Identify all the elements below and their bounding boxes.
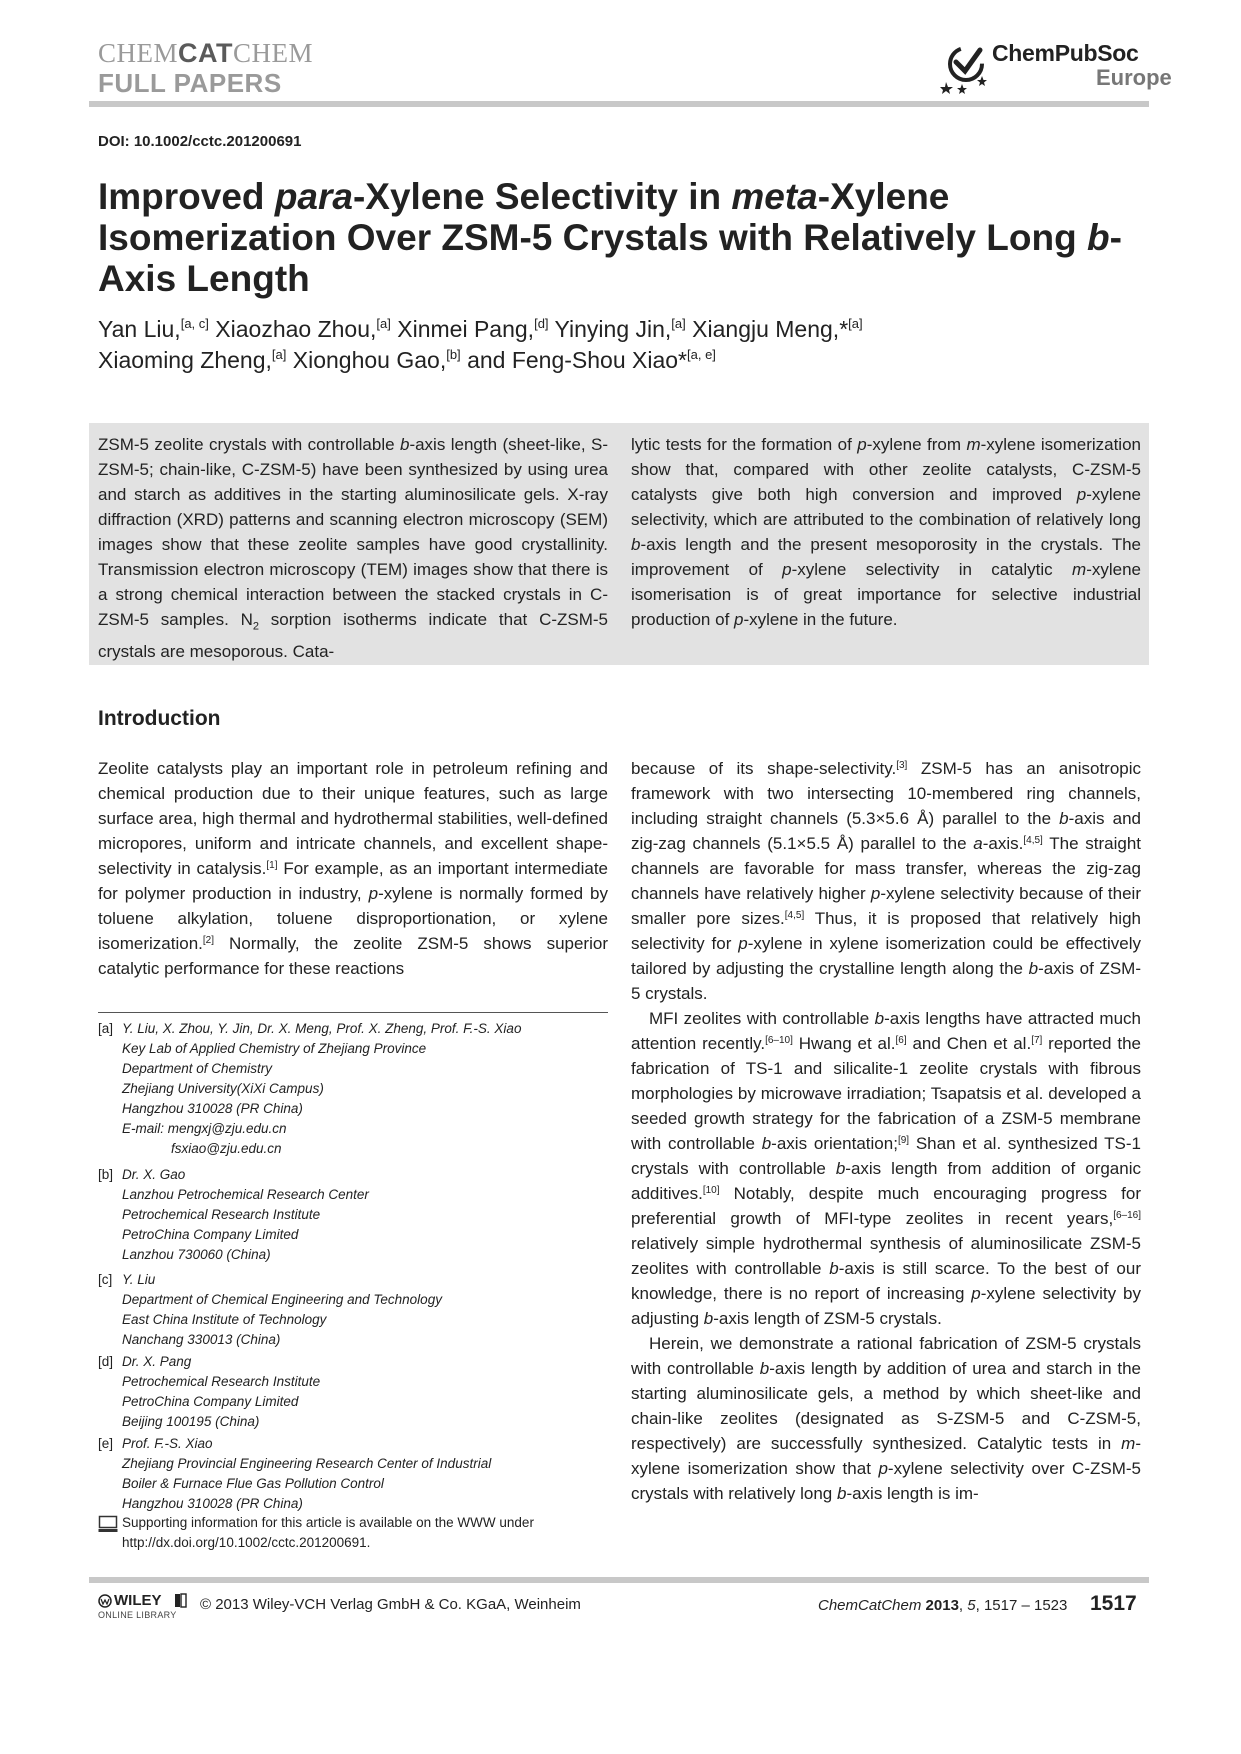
abstract-subscript: 2: [252, 620, 260, 633]
reference[interactable]: [9]: [897, 1135, 910, 1146]
paragraph: [631, 756, 1141, 1006]
author-affiliation: [d]: [534, 316, 549, 331]
footnote-line: Zhejiang Provincial Engineering Research Center of Industrial: [122, 1456, 492, 1471]
body-text: because of its shape-selectivity.: [631, 759, 897, 778]
body-italic: p: [738, 934, 748, 953]
abstract-text: -xylene selectivity, which are attributed to the combination of relatively long: [631, 485, 1141, 529]
body-italic: b: [703, 1309, 714, 1328]
footnote-tag: [d]: [98, 1354, 114, 1369]
author-name: Yinying Jin,: [554, 316, 672, 342]
supporting-info-text: Supporting information for this article is available on the WWW under: [122, 1515, 534, 1530]
abstract-text: lytic tests for the formation of: [631, 435, 858, 454]
article-title: [98, 176, 1138, 299]
body-text: For example, as an important intermediate for polymer production in industry,: [98, 859, 608, 903]
reference[interactable]: [10]: [702, 1185, 720, 1196]
reference[interactable]: [7]: [1031, 1035, 1043, 1046]
section-heading-introduction: Introduction: [98, 707, 221, 730]
abstract-text: -xylene selectivity in catalytic: [791, 560, 1073, 579]
footnote-line: Hangzhou 310028 (PR China): [122, 1496, 303, 1511]
author-affiliation: [a]: [671, 316, 686, 331]
footnote-line: Dr. X. Gao: [122, 1167, 186, 1182]
body-text: Zeolite catalysts play an important role in petroleum refining and chemical production due to their unique features, such as large surface area, high thermal and hydrothermal stabilities, well-defined micropores, uniform and intricate channels, and excellent shape-selectivity in catalysis.: [98, 759, 608, 878]
author-name: and Feng-Shou Xiao*: [467, 347, 687, 373]
body-italic: b: [761, 1134, 772, 1153]
title-italic: b: [1086, 217, 1110, 258]
journal-name-suffix: CHEM: [233, 38, 314, 68]
body-text: -axis length of ZSM-5 crystals.: [713, 1309, 942, 1328]
supporting-info-link[interactable]: http://dx.doi.org/10.1002/cctc.201200691.: [122, 1535, 371, 1550]
title-italic: meta: [731, 176, 818, 217]
body-text: -axis is still scarce. To the best of our knowledge, there is no report of increasing: [631, 1259, 1141, 1303]
body-text: -xylene isomerization show that: [631, 1434, 1141, 1478]
supporting-information-note: [98, 1513, 608, 1553]
paragraph: [98, 756, 608, 981]
wiley-logo-text: WILEY: [114, 1592, 162, 1609]
citation-pages: , 1517 – 1523: [975, 1597, 1068, 1614]
body-text: Shan et al. synthesized TS-1 crystals with controllable: [631, 1134, 1141, 1178]
body-text: Normally, the zeolite ZSM-5 shows superior catalytic performance for these reactions: [98, 934, 608, 978]
body-text: -axis length is im-: [846, 1484, 979, 1503]
citation: ChemCatChem 2013, 5, 1517 – 1523: [818, 1597, 1068, 1614]
footnote-affiliation-d: [98, 1352, 608, 1432]
abstract-italic: p: [857, 435, 867, 454]
body-text: -xylene is normally formed by toluene alkylation, toluene disproportionation, or xylene isomerization.: [98, 884, 608, 953]
footnote-tag: [b]: [98, 1167, 114, 1182]
author-name: Xiaoming Zheng,: [98, 347, 272, 373]
abstract-text: -axis length and the present mesoporosity in the crystals. The improvement of: [631, 535, 1141, 579]
abstract-italic: m: [966, 435, 981, 454]
body-text: MFI zeolites with controllable: [649, 1009, 875, 1028]
author-name: Xiaozhao Zhou,: [215, 316, 377, 342]
footnote-line: Prof. F.-S. Xiao: [122, 1436, 213, 1451]
footnote-line: Nanchang 330013 (China): [122, 1332, 281, 1347]
reference[interactable]: [6–16]: [1113, 1210, 1141, 1221]
reference[interactable]: [4,5]: [784, 910, 805, 921]
journal-name: [98, 38, 313, 69]
body-italic: b: [1028, 959, 1039, 978]
body-italic: b: [874, 1009, 885, 1028]
abstract-column-right: [631, 432, 1141, 632]
abstract-italic: b: [631, 535, 641, 554]
abstract-italic: p: [1076, 485, 1087, 504]
author-affiliation: [a, c]: [180, 316, 209, 331]
publisher-logo-sub: Europe: [1096, 65, 1172, 90]
title-text: Improved: [98, 176, 275, 217]
body-text: -axis length from addition of organic additives.: [631, 1159, 1141, 1203]
body-text: -axis of ZSM-5 crystals.: [631, 959, 1142, 1003]
abstract-italic: m: [1072, 560, 1087, 579]
body-italic: a: [973, 834, 983, 853]
footnote-line: Petrochemical Research Institute: [122, 1374, 321, 1389]
body-italic: b: [829, 1259, 839, 1278]
title-text: -Xylene Selectivity in: [352, 176, 732, 217]
footnote-line: Lanzhou 730060 (China): [122, 1247, 271, 1262]
body-text: -xylene selectivity over C-ZSM-5 crystals with relatively long: [631, 1459, 1141, 1503]
header-rule: [89, 101, 1149, 107]
body-text: -xylene in xylene isomerization could be effectively tailored by adjusting the crystalline length along the: [631, 934, 1141, 978]
body-italic: p: [368, 884, 379, 903]
body-column-left: [98, 756, 608, 981]
body-text: -axis.: [982, 834, 1024, 853]
citation-year: 2013: [925, 1597, 959, 1614]
abstract-italic: p: [782, 560, 792, 579]
body-text: Herein, we demonstrate a rational fabrication of ZSM-5 crystals with controllable: [631, 1334, 1141, 1378]
reference[interactable]: [6–10]: [765, 1035, 793, 1046]
body-italic: m: [1121, 1434, 1136, 1453]
footnote-tag: [a]: [98, 1021, 114, 1036]
body-text: -axis lengths have attracted much attention recently.: [631, 1009, 1141, 1053]
body-text: ZSM-5 has an anisotropic framework with two intersecting 10-membered ring channels, including straight channels (5.3×5.6 Å) parallel to the: [631, 759, 1142, 828]
author-list: [98, 314, 1128, 376]
footnote-line: Y. Liu: [122, 1272, 156, 1287]
body-text: reported the fabrication of TS-1 and silicalite-1 zeolite crystals with fibrous morphologies by microwave irradiation; Tsapatsis et al. developed a seeded growth strategy for the fabrication of a ZSM-5 membrane with controllable: [631, 1034, 1141, 1153]
body-text: and Chen et al.: [906, 1034, 1032, 1053]
abstract-text: sorption isotherms indicate that C-ZSM-5 crystals are mesoporous. Cata-: [98, 610, 609, 662]
author-name: Xionghou Gao,: [292, 347, 447, 373]
body-text: The straight channels are favorable for mass transfer, whereas the zig-zag channels have relatively higher: [631, 834, 1141, 903]
footnote-line: Petrochemical Research Institute: [122, 1207, 321, 1222]
title-italic: para: [274, 176, 353, 217]
footnote-line: Lanzhou Petrochemical Research Center: [122, 1187, 369, 1202]
body-text: Hwang et al.: [792, 1034, 896, 1053]
citation-volume: 5: [967, 1597, 976, 1614]
book-icon: [174, 1593, 188, 1608]
body-text: Thus, it is proposed that relatively high selectivity for: [631, 909, 1141, 953]
article-section: FULL PAPERS: [98, 68, 282, 98]
reference[interactable]: [4,5]: [1023, 835, 1043, 846]
author-name: Xiangju Meng,*: [692, 316, 849, 342]
footnote-affiliation-a: [98, 1019, 608, 1159]
reference[interactable]: [3]: [896, 760, 908, 771]
abstract-text: -xylene isomerisation is of great importance for selective industrial production of: [631, 560, 1141, 629]
wiley-logo-icon: [98, 1594, 112, 1608]
title-text: -Xylene Isomerization Over ZSM-5 Crystals with Relatively Long: [98, 176, 1087, 258]
body-italic: b: [836, 1484, 847, 1503]
wiley-online-library: ONLINE LIBRARY: [98, 1610, 177, 1620]
footnote-line: East China Institute of Technology: [122, 1312, 327, 1327]
body-italic: p: [878, 1459, 888, 1478]
body-italic: b: [835, 1159, 846, 1178]
footnote-tag: [c]: [98, 1272, 113, 1287]
reference[interactable]: [1]: [266, 860, 278, 871]
footnote-line: Beijing 100195 (China): [122, 1414, 260, 1429]
page-number: 1517: [1090, 1592, 1137, 1615]
body-italic: b: [1059, 809, 1069, 828]
abstract-text: ZSM-5 zeolite crystals with controllable: [98, 435, 400, 454]
footnote-email[interactable]: fsxiao@zju.edu.cn: [171, 1141, 282, 1156]
abstract-italic: p: [734, 610, 744, 629]
copyright-notice: © 2013 Wiley-VCH Verlag GmbH & Co. KGaA, Weinheim: [200, 1596, 581, 1613]
footnote-line: Hangzhou 310028 (PR China): [122, 1101, 303, 1116]
body-text: relatively simple hydrothermal synthesis of aluminosilicate ZSM-5 zeolites with controllable: [631, 1234, 1141, 1278]
body-column-right: [631, 756, 1141, 1506]
footnote-line: Key Lab of Applied Chemistry of Zhejiang Province: [122, 1041, 427, 1056]
footnote-line: PetroChina Company Limited: [122, 1394, 299, 1409]
journal-name-bold: CAT: [178, 38, 234, 68]
footnote-email[interactable]: E-mail: mengxj@zju.edu.cn: [122, 1121, 287, 1136]
reference[interactable]: [2]: [202, 935, 214, 946]
footnote-line: Y. Liu, X. Zhou, Y. Jin, Dr. X. Meng, Prof. X. Zheng, Prof. F.-S. Xiao: [122, 1021, 522, 1036]
paragraph: [631, 1331, 1141, 1506]
footnote-rule: [98, 1012, 608, 1013]
journal-name-prefix: CHEM: [98, 38, 179, 68]
footnote-line: Department of Chemical Engineering and Technology: [122, 1292, 442, 1307]
reference[interactable]: [6]: [895, 1035, 907, 1046]
body-text: Notably, despite much encouraging progress for preferential growth of MFI-type zeolites in recent years,: [631, 1184, 1141, 1228]
footnote-line: Boiler & Furnace Flue Gas Pollution Control: [122, 1476, 384, 1491]
author-affiliation: [b]: [446, 347, 461, 362]
body-italic: p: [870, 884, 881, 903]
footnote-line: Dr. X. Pang: [122, 1354, 192, 1369]
doi: DOI: 10.1002/cctc.201200691: [98, 133, 302, 150]
computer-icon: [98, 1515, 118, 1533]
body-italic: b: [759, 1359, 770, 1378]
footnote-affiliation-c: [98, 1270, 608, 1350]
body-text: -axis length by addition of urea and starch in the starting aluminosilicate gels, a method by which sheet-like and chain-like zeolites (designated as S-ZSM-5 and C-ZSM-5, respectively) are successfully synthesized. Catalytic tests in: [631, 1359, 1141, 1453]
abstract-italic: b: [399, 435, 410, 454]
footnote-tag: [e]: [98, 1436, 114, 1451]
footnote-affiliation-b: [98, 1165, 608, 1265]
citation-journal: ChemCatChem: [818, 1597, 922, 1614]
footnote-line: Department of Chemistry: [122, 1061, 273, 1076]
body-text: -axis and zig-zag channels (5.1×5.5 Å) parallel to the: [631, 809, 1141, 853]
abstract-text: -xylene from: [866, 435, 967, 454]
footnote-line: PetroChina Company Limited: [122, 1227, 299, 1242]
abstract-text: -axis length (sheet-like, S-ZSM-5; chain-like, C-ZSM-5) have been synthesized by using urea and starch as additives in the starting aluminosilicate gels. X-ray diffraction (XRD) patterns and scanning electron microscopy (SEM) images show that these zeolite samples have good crystallinity. Transmission electron microscopy (TEM) images show that there is a strong chemical interaction between the stacked crystals in C-ZSM-5 samples. N: [98, 435, 609, 629]
abstract-text: -xylene in the future.: [743, 610, 898, 629]
author-affiliation: [a]: [848, 316, 863, 331]
paragraph: [631, 1006, 1141, 1331]
author-name: Yan Liu,: [98, 316, 181, 342]
body-text: -xylene selectivity because of their smaller pore sizes.: [631, 884, 1141, 928]
author-affiliation: [a, e]: [687, 347, 716, 362]
title-text: -Axis Length: [98, 217, 1122, 299]
abstract-column-left: [98, 432, 608, 664]
author-affiliation: [a]: [271, 347, 287, 362]
footnote-affiliation-e: [98, 1434, 608, 1514]
abstract-text: -xylene isomerization show that, compared with other zeolite catalysts, C-ZSM-5 catalysts give both high conversion and improved: [631, 435, 1141, 504]
footer-rule: [89, 1577, 1149, 1583]
body-text: -xylene selectivity by adjusting: [631, 1284, 1142, 1328]
footnote-line: Zhejiang University(XiXi Campus): [122, 1081, 324, 1096]
author-affiliation: [a]: [376, 316, 391, 331]
body-text: -axis orientation;: [771, 1134, 898, 1153]
author-name: Xinmei Pang,: [397, 316, 535, 342]
body-italic: p: [971, 1284, 981, 1303]
publisher-logo-name: ChemPubSoc: [992, 40, 1139, 66]
